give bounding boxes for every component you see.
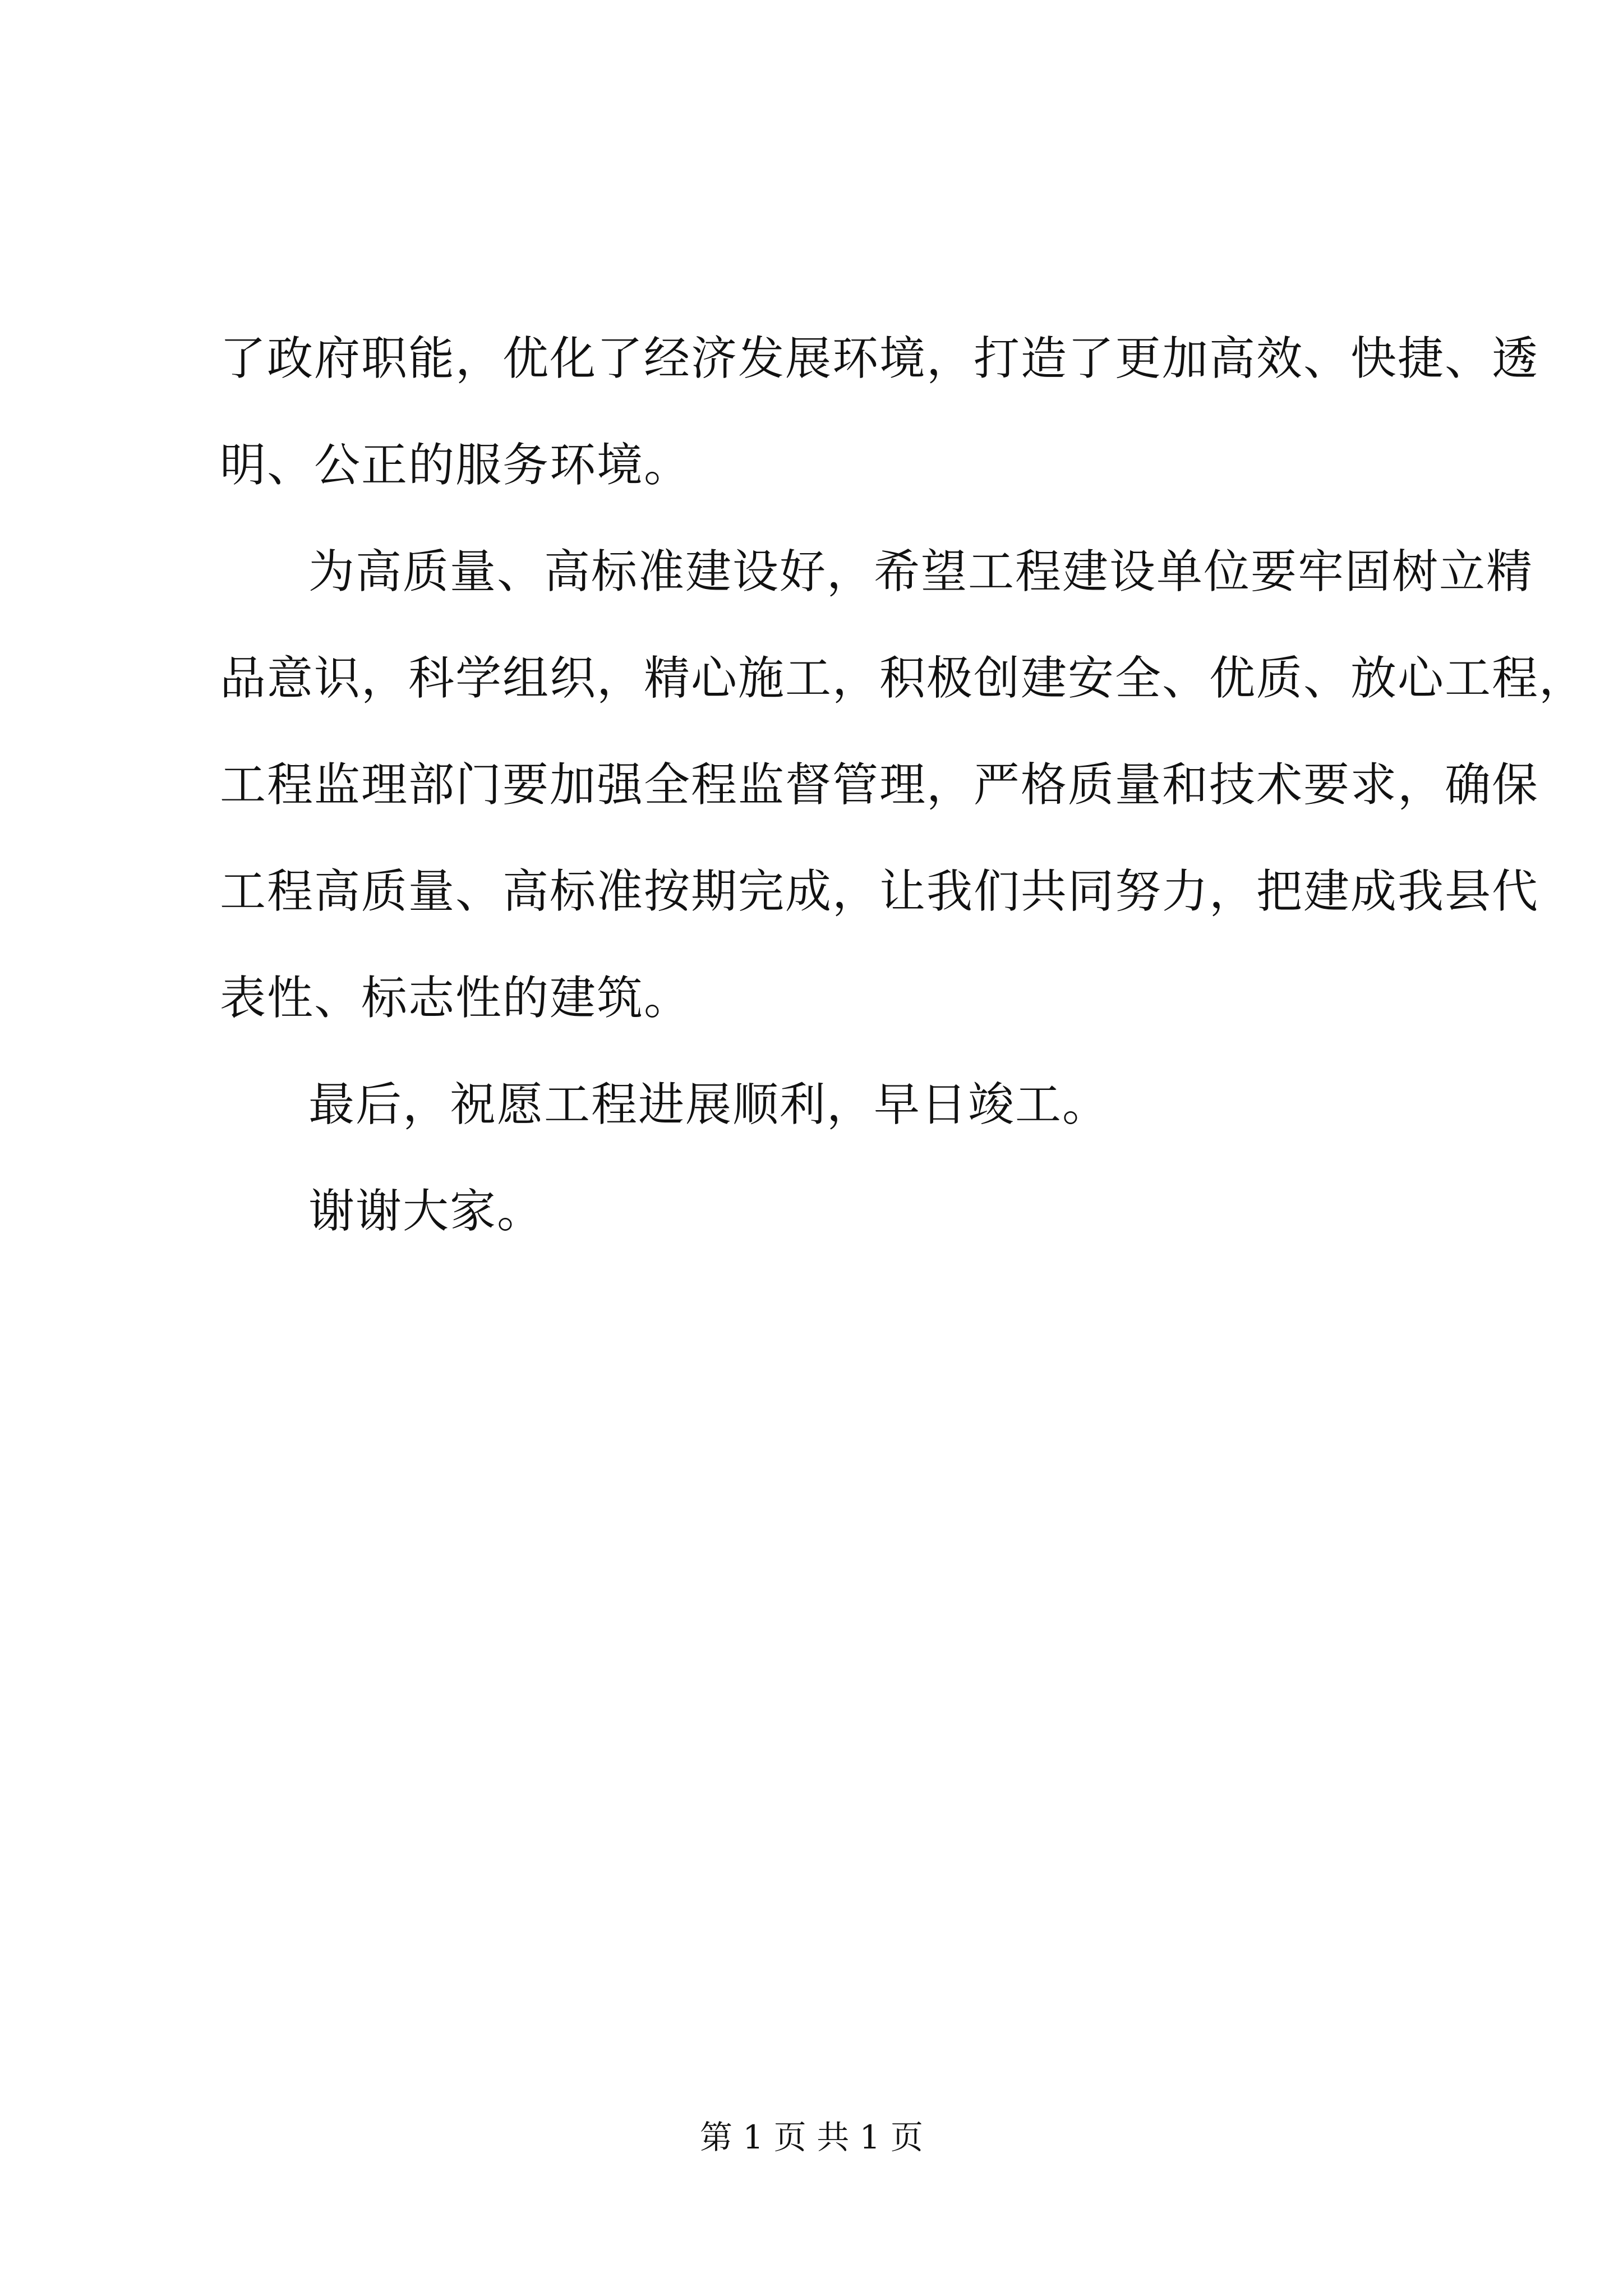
- text-line: 表性、标志性的建筑。: [220, 972, 691, 1025]
- paragraph-start-line: 最后，祝愿工程进展顺利，早日竣工。: [308, 1078, 1110, 1131]
- text-line: 了政府职能，优化了经济发展环境，打造了更加高效、快捷、透: [220, 332, 1539, 385]
- document-body: [220, 306, 1587, 1265]
- text-line: 工程高质量、高标准按期完成，让我们共同努力，把建成我县代: [220, 865, 1539, 918]
- page-number-footer: 第 1 页 共 1 页: [700, 2118, 923, 2156]
- text-line: 工程监理部门要加强全程监督管理，严格质量和技术要求，确保: [220, 758, 1539, 812]
- text-line: 明、公正的服务环境。: [220, 439, 691, 492]
- paragraph-start-line: 为高质量、高标准建设好，希望工程建设单位要牢固树立精: [308, 545, 1534, 599]
- paragraph-start-line: 谢谢大家。: [308, 1185, 545, 1238]
- text-line: 品意识，科学组织，精心施工，积极创建安全、优质、放心工程，: [220, 652, 1587, 705]
